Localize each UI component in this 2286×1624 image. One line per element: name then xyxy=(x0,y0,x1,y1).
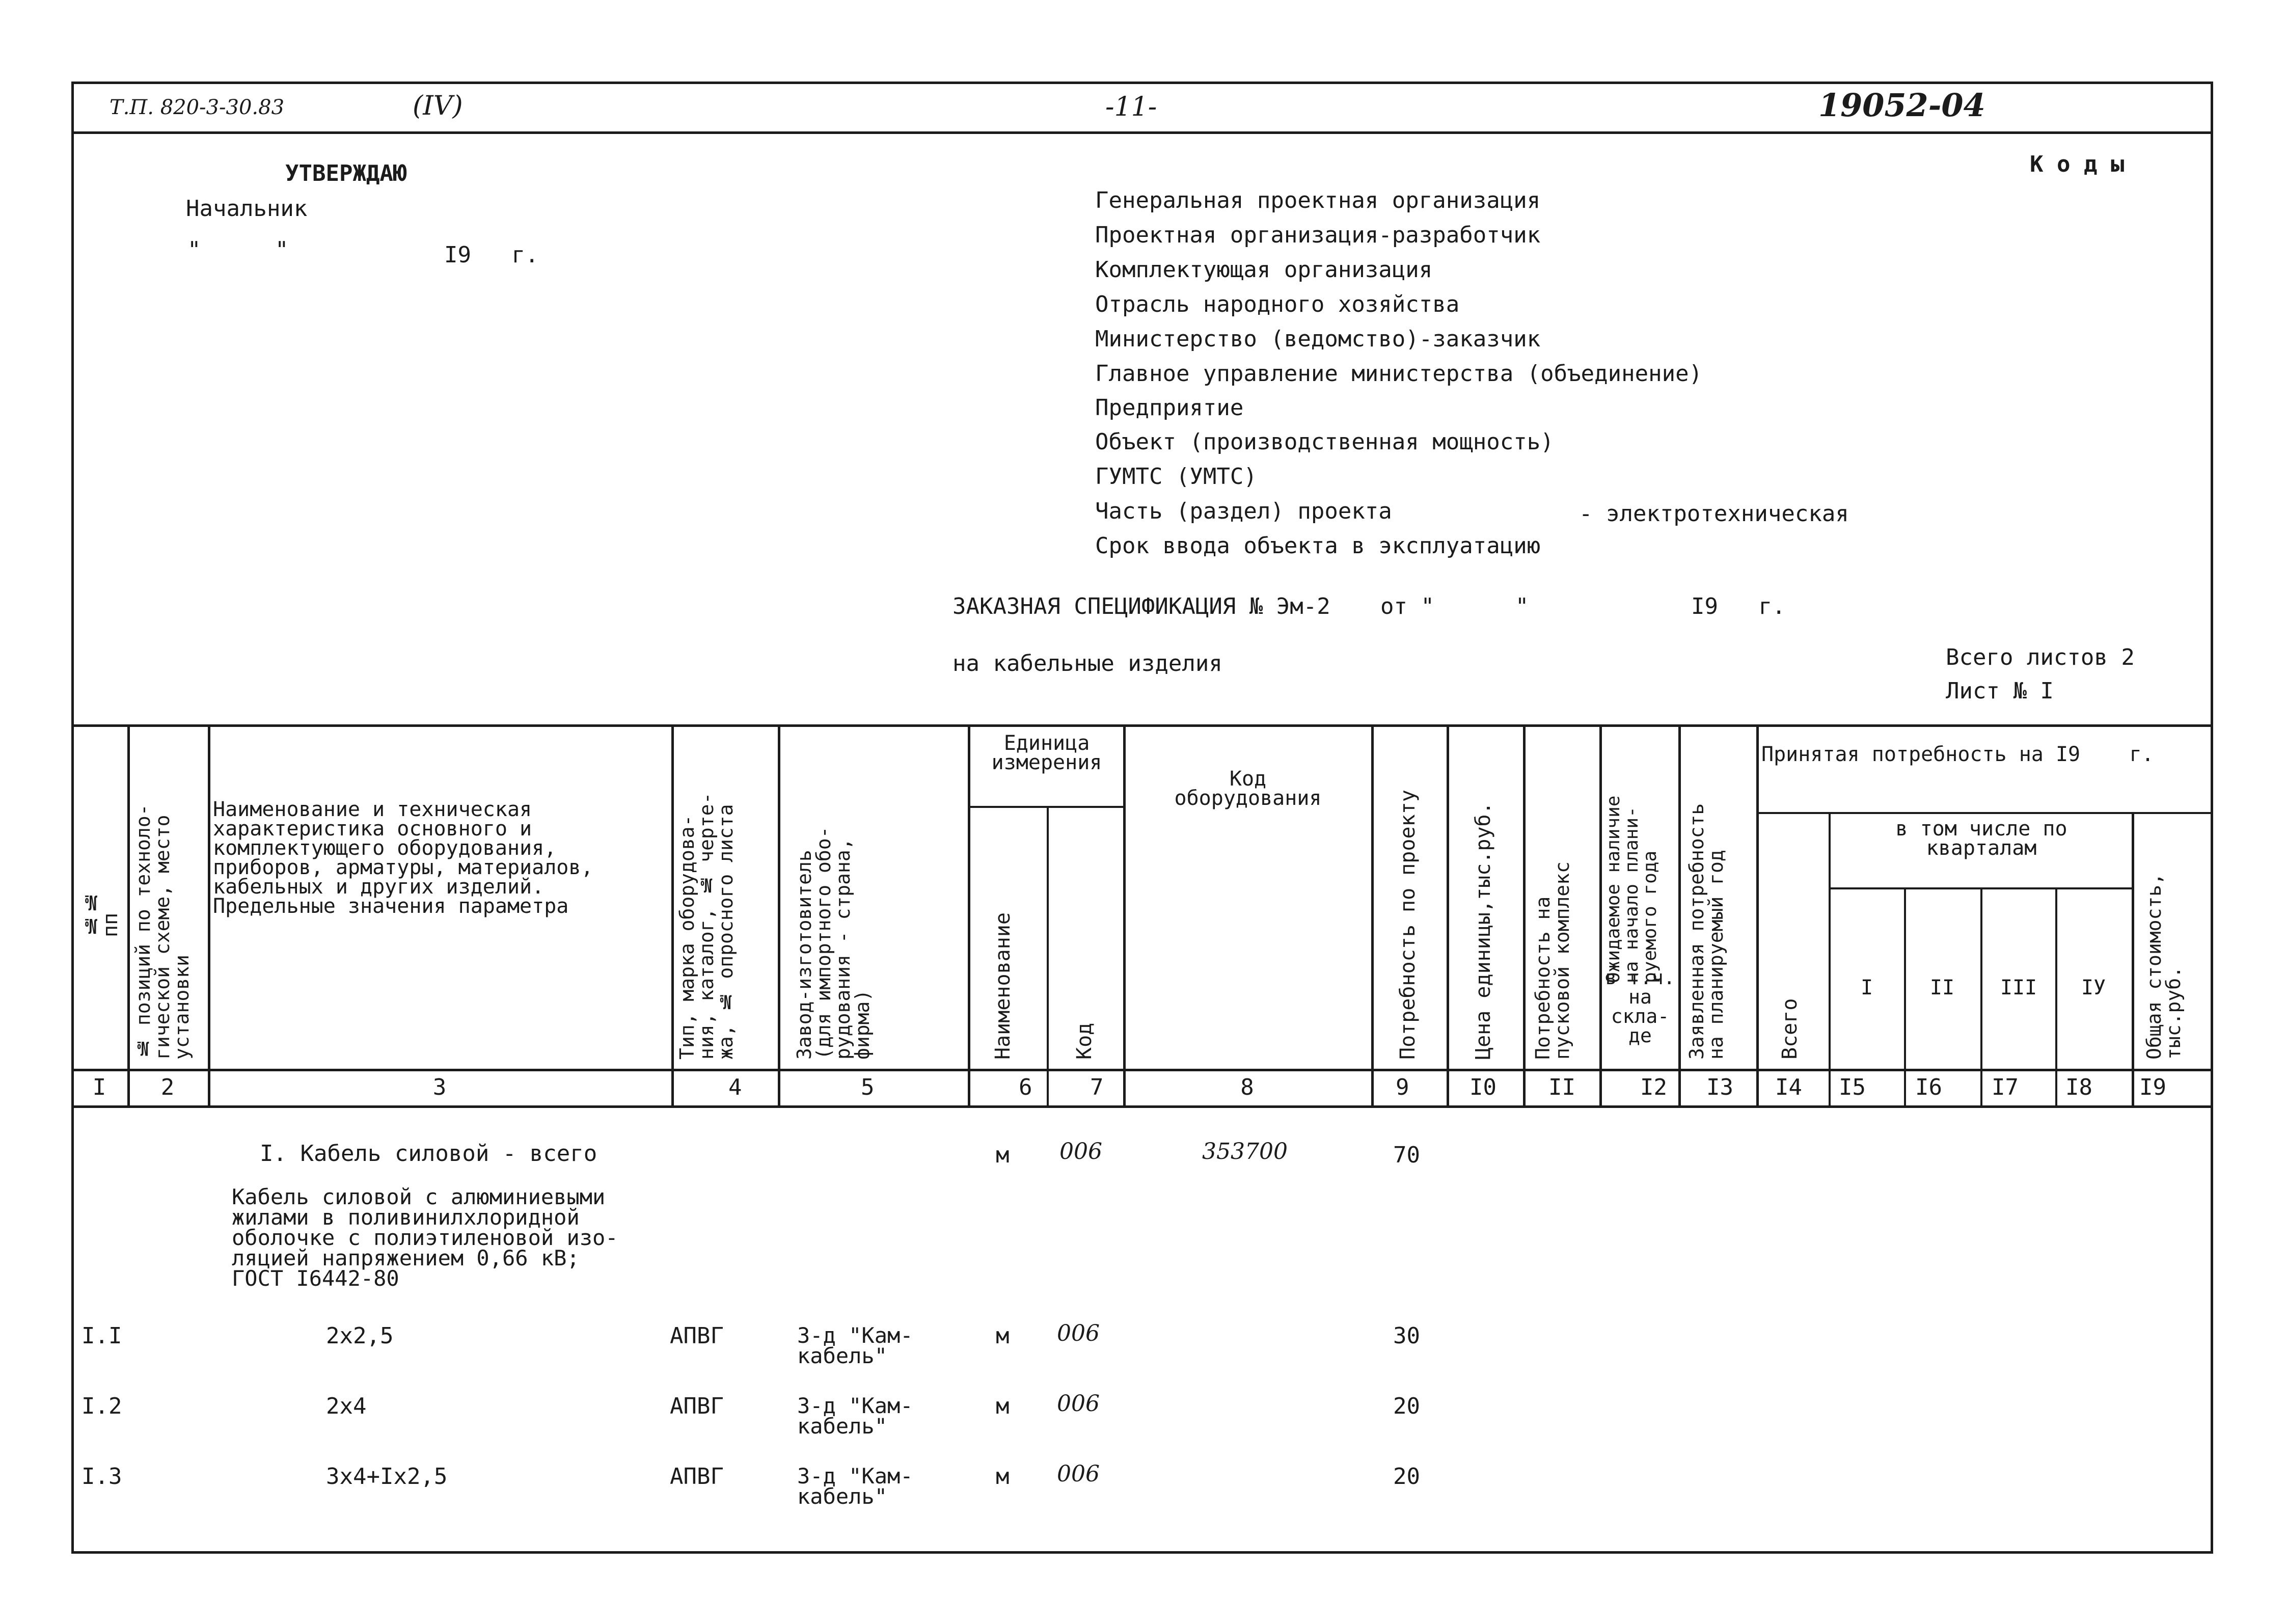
column-number: I6 xyxy=(1915,1074,1942,1100)
column-number: I3 xyxy=(1706,1074,1733,1100)
column-number: 8 xyxy=(1240,1074,1254,1100)
column-number: I5 xyxy=(1839,1074,1866,1100)
unit-subheader-line xyxy=(968,806,1123,808)
col-sep xyxy=(1599,724,1602,1105)
approval-year: I9 г. xyxy=(444,242,539,268)
col-header-16: II xyxy=(1929,976,1955,999)
col-sep xyxy=(1829,812,1831,1105)
spec-year: I9 г. xyxy=(1691,593,1786,619)
col-header-14: Всего xyxy=(1778,998,1802,1060)
org-line: Часть (раздел) проекта xyxy=(1095,498,1392,524)
col-sep xyxy=(968,724,970,1105)
sheets-total: Всего листов 2 xyxy=(1946,644,2135,670)
row-unit-code: 006 xyxy=(1057,1461,1100,1487)
col-sep xyxy=(1371,724,1374,1105)
section-unit: м xyxy=(996,1142,1010,1168)
row-unit: м xyxy=(996,1464,1010,1490)
col-header-12: Ожидаемое наличие на начало плани- руемого года xyxy=(1603,795,1661,983)
col-header-15: I xyxy=(1860,976,1873,999)
album-mark: (IV) xyxy=(413,91,463,121)
org-line: Главное управление министерства (объединение) xyxy=(1095,361,1703,387)
col-sep xyxy=(778,724,780,1105)
col-header-8: Код оборудования xyxy=(1174,767,1322,810)
row-size: 2x2,5 xyxy=(326,1323,394,1349)
org-line: Объект (производственная мощность) xyxy=(1095,429,1554,455)
org-line: Проектная организация-разработчик xyxy=(1095,222,1541,248)
col-header-4: Тип, марка оборудова- ния, каталог, № черте- жа, № опросного листа xyxy=(676,792,737,1060)
section-equip-code: 353700 xyxy=(1202,1139,1288,1165)
inventory-number: 19052-04 xyxy=(1818,87,1985,124)
column-number: I0 xyxy=(1469,1074,1496,1100)
org-line: ГУМТС (УМТС) xyxy=(1095,464,1257,490)
org-line: Отрасль народного хозяйства xyxy=(1095,291,1460,317)
page-number: -11- xyxy=(1105,92,1157,122)
doc-ref: Т.П. 820-3-30.83 xyxy=(110,96,285,119)
column-number: 5 xyxy=(861,1074,875,1100)
col-header-5: Завод-изготовитель (для импортного обо- рудования - страна, фирма) xyxy=(793,826,874,1060)
col-sep xyxy=(208,724,210,1105)
row-type: АПВГ xyxy=(670,1464,724,1490)
org-line: Генеральная проектная организация xyxy=(1095,187,1541,213)
col-header-12-stock: в т.ч. на скла- де xyxy=(1605,966,1675,1047)
column-number: I9 xyxy=(2139,1074,2166,1100)
row-type: АПВГ xyxy=(670,1393,724,1419)
section-unit-code: 006 xyxy=(1059,1139,1102,1165)
sheet-number: Лист № I xyxy=(1946,678,2054,704)
col-header-1: №№ пп xyxy=(79,890,122,937)
table-row xyxy=(71,1391,2208,1456)
row-qty: 20 xyxy=(1393,1464,1420,1490)
col-sep xyxy=(2132,812,2134,1105)
col-sep xyxy=(1678,724,1681,1105)
approve-label: УТВЕРЖДАЮ xyxy=(285,160,407,186)
date-quote-close: " xyxy=(275,237,289,263)
unit-group-header: Единица измерения xyxy=(991,732,1102,774)
table-row xyxy=(71,1320,2208,1386)
accepted-subheader-line xyxy=(1756,812,2211,814)
spec-subtitle: на кабельные изделия xyxy=(953,651,1222,676)
col-sep xyxy=(1756,724,1759,1105)
section-description: Кабель силовой с алюминиевыми жилами в поливинилхлоридной оболочке с полиэтиленовой изо- ляцией напряжением 0,66 кВ; ГОСТ I6442-80 xyxy=(232,1184,618,1291)
row-unit: м xyxy=(996,1393,1010,1419)
column-number: 2 xyxy=(160,1074,175,1100)
row-qty: 20 xyxy=(1393,1393,1420,1419)
codes-label: К о д ы xyxy=(2030,151,2125,177)
col-header-17: III xyxy=(2000,976,2037,999)
row-unit-code: 006 xyxy=(1057,1391,1100,1417)
col-header-18: IУ xyxy=(2081,976,2106,999)
accepted-header: Принятая потребность на I9 г. xyxy=(1761,743,2154,766)
column-number: 4 xyxy=(728,1074,742,1100)
row-maker: З-д "Кам- кабель" xyxy=(797,1393,913,1439)
table-colnum-bottom-line xyxy=(71,1105,2211,1108)
column-number: 7 xyxy=(1090,1074,1104,1100)
col-header-19: Общая стоимость, тыс.руб. xyxy=(2143,873,2185,1060)
row-number: I.3 xyxy=(81,1464,122,1490)
row-maker: З-д "Кам- кабель" xyxy=(797,1323,913,1368)
org-line: Предприятие xyxy=(1095,395,1244,421)
row-qty: 30 xyxy=(1393,1323,1420,1349)
col-header-7: Код xyxy=(1073,1022,1096,1060)
org-line: Срок ввода объекта в эксплуатацию xyxy=(1095,533,1541,559)
column-number: 9 xyxy=(1396,1074,1409,1100)
col-sep xyxy=(1523,724,1526,1105)
column-number: I4 xyxy=(1775,1074,1802,1100)
col-sep xyxy=(127,724,130,1105)
column-number: 6 xyxy=(1019,1074,1032,1100)
column-number: I8 xyxy=(2065,1074,2092,1100)
column-number: II xyxy=(1548,1074,1575,1100)
column-number-row xyxy=(71,1070,2211,1105)
col-header-9: Потребность по проекту xyxy=(1396,790,1420,1060)
section-qty: 70 xyxy=(1393,1142,1420,1168)
project-part-value: - электротехническая xyxy=(1579,501,1849,527)
col-header-3: Наименование и техническая характеристика основного и комплектующего оборудования, приборов, арматуры, материалов, кабельных и других изделий. Предельные значения параметра xyxy=(213,798,593,918)
row-maker: З-д "Кам- кабель" xyxy=(797,1464,913,1509)
row-size: 3x4+Ix2,5 xyxy=(326,1464,448,1490)
col-sep xyxy=(1447,724,1449,1105)
row-number: I.I xyxy=(81,1323,122,1349)
top-band-line xyxy=(71,131,2211,134)
col-header-13: Заявленная потребность на планируемый год xyxy=(1685,803,1727,1060)
col-header-10: Цена единицы,тыс.руб. xyxy=(1472,802,1495,1060)
col-sep xyxy=(1047,806,1049,1105)
table-top-line xyxy=(71,724,2211,727)
column-number: I xyxy=(92,1074,106,1100)
org-line: Министерство (ведомство)-заказчик xyxy=(1095,326,1541,352)
row-size: 2x4 xyxy=(326,1393,367,1419)
col-sep xyxy=(671,724,674,1105)
column-number: I7 xyxy=(1992,1074,2019,1100)
column-number: 3 xyxy=(432,1074,447,1100)
row-unit: м xyxy=(996,1323,1010,1349)
spec-from: от " " xyxy=(1380,593,1529,619)
col-header-11: Потребность на пусковой комплекс xyxy=(1532,861,1573,1060)
date-quote-open: " xyxy=(187,237,201,263)
col-header-6: Наименование xyxy=(991,912,1015,1060)
section-title: I. Кабель силовой - всего xyxy=(260,1141,597,1167)
chief-label: Начальник xyxy=(186,196,308,222)
table-row xyxy=(71,1461,2208,1526)
org-line: Комплектующая организация xyxy=(1095,257,1433,283)
row-number: I.2 xyxy=(81,1393,122,1419)
row-unit-code: 006 xyxy=(1057,1320,1100,1346)
col-header-2: № позиций по техноло- гической схеме, место установки xyxy=(132,804,193,1060)
spec-title: ЗАКАЗНАЯ СПЕЦИФИКАЦИЯ № Эм-2 xyxy=(953,593,1330,619)
quarters-header: в том числе по кварталам xyxy=(1895,817,2067,860)
column-number: I2 xyxy=(1640,1074,1667,1100)
row-type: АПВГ xyxy=(670,1323,724,1349)
